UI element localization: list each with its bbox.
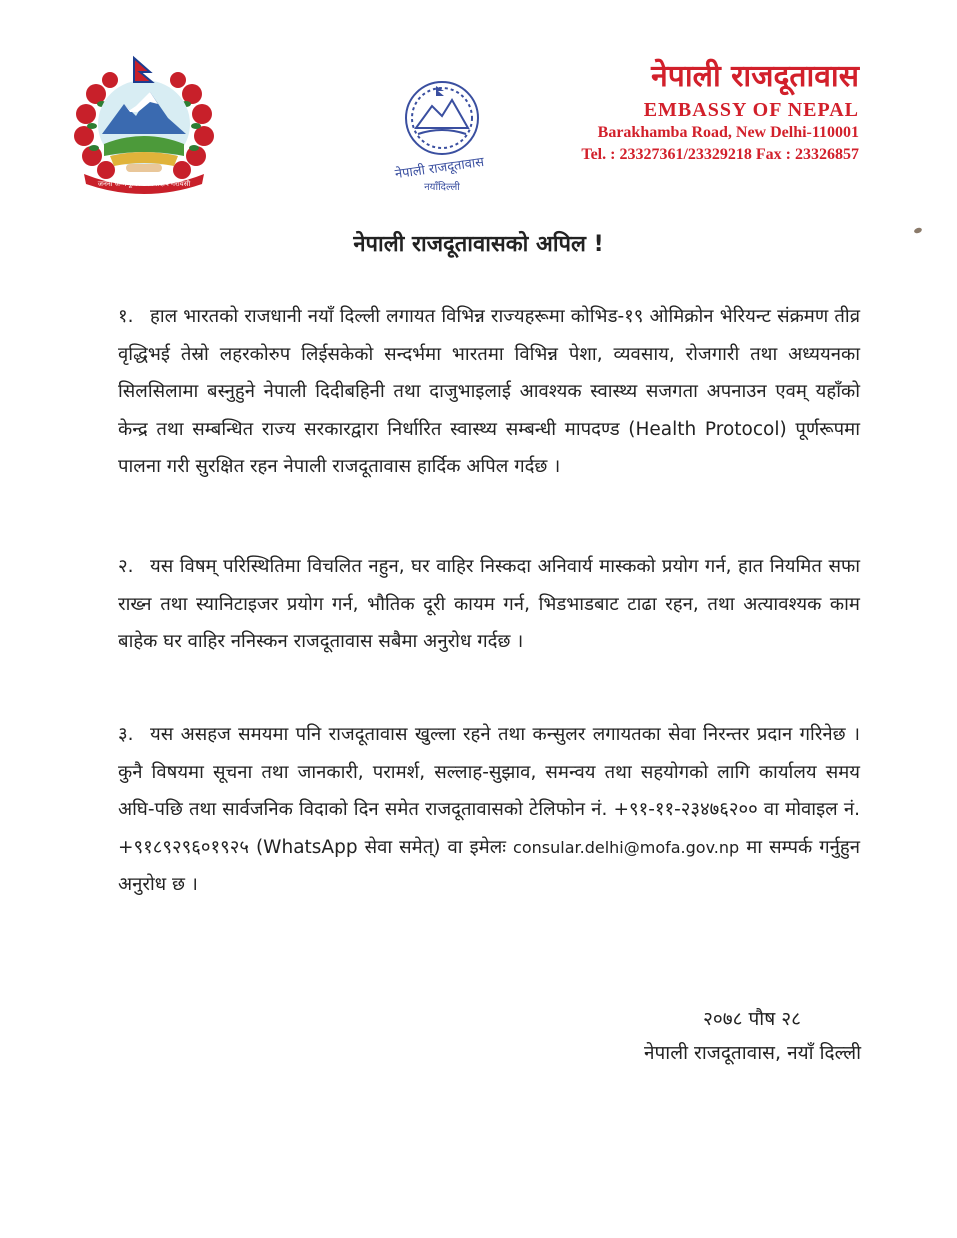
- paragraph-text: यस असहज समयमा पनि राजदूतावास खुल्ला रहने तथा कन्सुलर लगायतका सेवा निरन्तर प्रदान गरिनेछ । कुनै विषयमा सूचना तथा जानकारी, परामर्श, सल्लाह-सुझाव, समन्वय तथा सहयोगको लागि कार्यालय समय अघि-पछि तथा सार्वजनिक विदाको दिन समेत राजदूतावासको टेलिफोन नं. +९१-११-२३४७६२०० वा मोवाइल नं. +९१८९२९६०१९२५ (WhatsApp सेवा समेत्) वा इमेलः: [118, 724, 860, 858]
- svg-text:जननी जन्मभूमिश्च स्वर्गादपि गर: जननी जन्मभूमिश्च स्वर्गादपि गरीयसी: [97, 180, 191, 188]
- embassy-seal-icon: [380, 72, 500, 196]
- embassy-address: Barakhamba Road, New Delhi-110001: [597, 124, 859, 141]
- notice-title: नेपाली राजदूतावासको अपिल !: [353, 232, 604, 257]
- paragraph-number: ३.: [118, 724, 134, 745]
- letterhead: [539, 56, 859, 166]
- paragraph-text-end: मा सम्पर्क गर्नुहुन अनुरोध छ ।: [118, 836, 860, 895]
- svg-text:नेपाली राजदूतावास: नेपाली राजदूतावास: [394, 154, 485, 183]
- contact-email-link[interactable]: consular.delhi@mofa.gov.np: [513, 837, 740, 857]
- signature-date: २०७८ पौष २८: [702, 1008, 801, 1030]
- paragraph-number: १.: [118, 306, 134, 327]
- paragraph-number: २.: [118, 556, 134, 577]
- appeal-paragraph-2: [118, 548, 860, 661]
- svg-text:नयाँदिल्ली: नयाँदिल्ली: [424, 182, 460, 193]
- appeal-paragraph-1: [118, 298, 860, 486]
- embassy-name-english: EMBASSY OF NEPAL: [643, 99, 859, 121]
- embassy-name-nepali: नेपाली राजदूतावास: [651, 59, 859, 94]
- paragraph-text: हाल भारतको राजधानी नयाँ दिल्ली लगायत विभिन्न राज्यहरूमा कोभिड-१९ ओमिक्रोन भेरियन्ट संक्रमण तीव्र वृद्धिभई तेस्रो लहरकोरुप लिईसकेको सन्दर्भमा भारतमा विभिन्न पेशा, व्यवसाय, रोजगारी तथा अध्ययनका सिलसिलामा बस्नुहुने नेपाली दिदीबहिनी तथा दाजुभाइलाई आवश्यक स्वास्थ्य सजगता अपनाउन एवम् यहाँको केन्द्र तथा सम्बन्धित राज्य सरकारद्वारा निर्धारित स्वास्थ्य सम्बन्धी मापदण्ड (Health Protocol) पूर्णरूपमा पालना गरी सुरक्षित रहन नेपाली राजदूतावास हार्दिक अपिल गर्दछ ।: [118, 306, 860, 477]
- paragraph-text: यस विषम् परिस्थितिमा विचलित नहुन, घर वाहिर निस्कदा अनिवार्य मास्कको प्रयोग गर्न, हात नियमित सफा राख्न तथा स्यानिटाइजर प्रयोग गर्न, भौतिक दूरी कायम गर्न, भिडभाडबाट टाढा रहन, तथा अत्यावश्यक काम बाहेक घर वाहिर ननिस्कन राजदूतावास सबैमा अनुरोध गर्दछ ।: [118, 556, 860, 652]
- nepal-national-emblem-icon: [66, 52, 222, 194]
- embassy-contact: Tel. : 23327361/23329218 Fax : 23326857: [581, 146, 859, 163]
- signature-office: नेपाली राजदूतावास, नयाँ दिल्ली: [643, 1042, 861, 1064]
- appeal-paragraph-3: [118, 716, 860, 904]
- signature-block: [644, 1002, 861, 1070]
